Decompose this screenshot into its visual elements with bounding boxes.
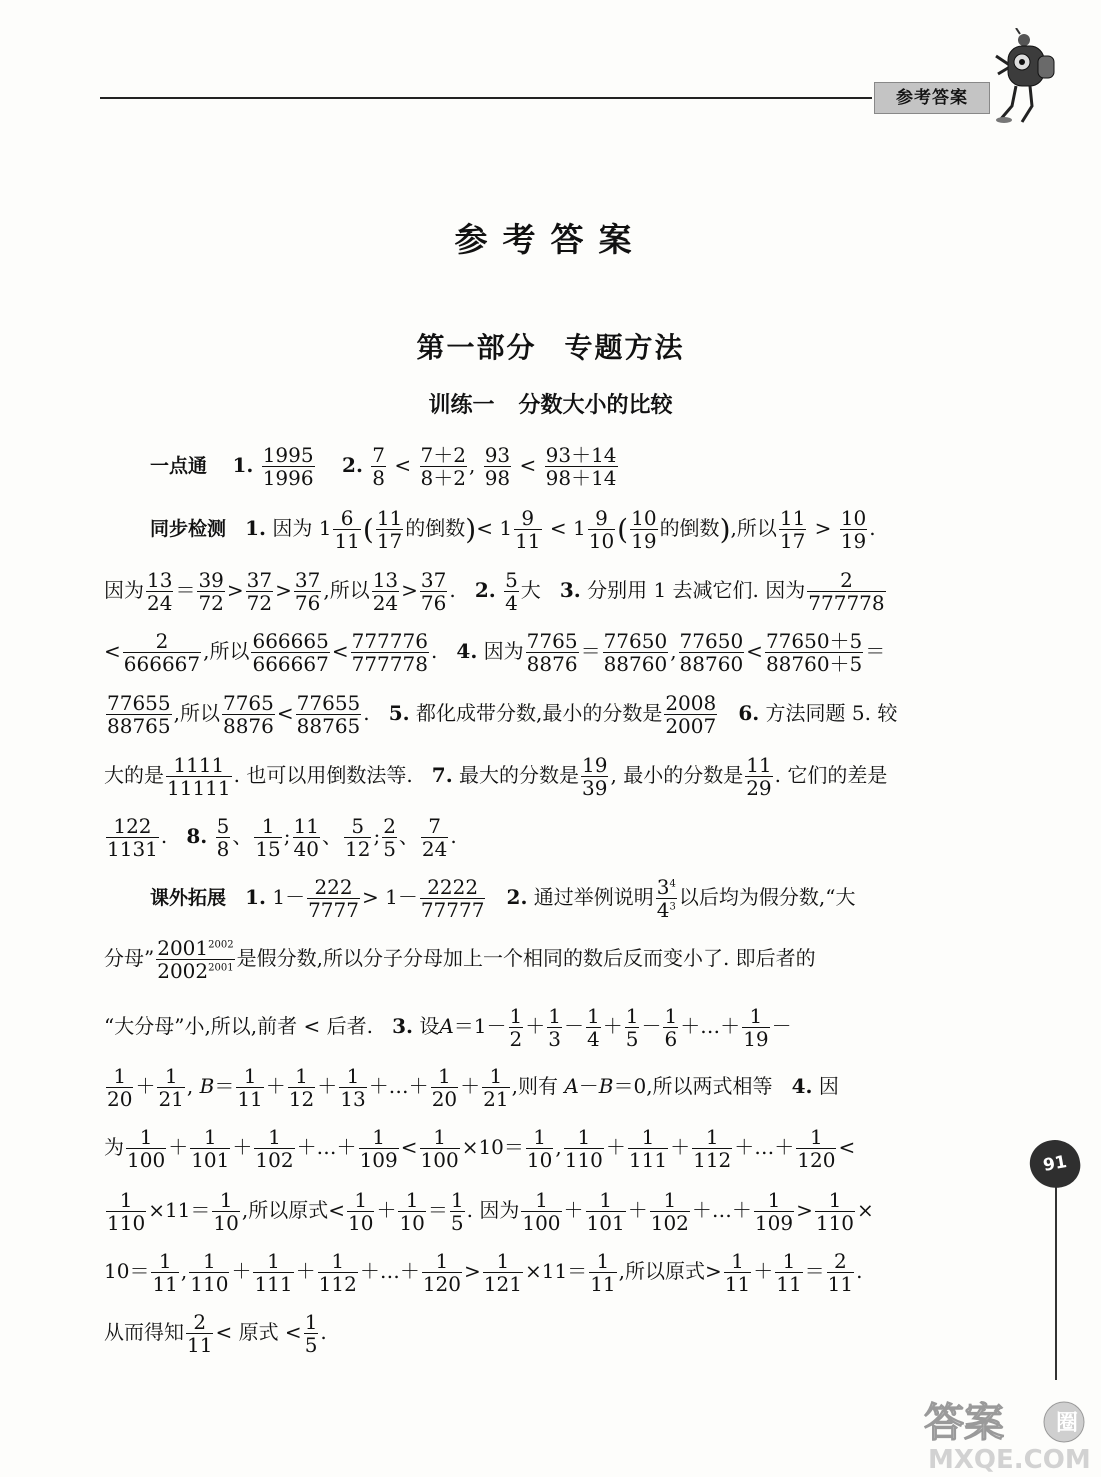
answer-line-kewai-2: 分母” $\frac{2001^{2002}}{2002^{2001}}$ 是假分数,所以分子分母加上一个相同的数后反而变小了. 即后者的	[104, 936, 816, 983]
part-title-number: 第一部分	[416, 331, 537, 364]
section-title	[0, 388, 1101, 419]
watermark-text: MXQE.COM	[928, 1445, 1091, 1474]
part-title	[0, 326, 1101, 366]
svg-text:圈: 圈	[1056, 1411, 1079, 1436]
page-number-badge: 91	[1026, 1136, 1084, 1192]
answer-line-kewai-1: 课外拓展 1. 1－ $\frac{222}{7777}$ > 1－ $\frac{2222}{77777}$ 2. 通过举例说明 $\frac{3^4}{4^3}$ 以后均为假分数,“大	[150, 875, 856, 922]
answer-line-kewai-7: 10＝ $\frac{1}{11}$ , $\frac{1}{110}$ ＋ $\frac{1}{111}$ ＋ $\frac{1}{112}$ ＋…＋ $\frac{1}{120}$ > $\frac{1}{121}$ ×11＝ $\frac{1}{11}$ ,所以原式> $\frac{1}{11}$ ＋ $\frac{1}{11}$ ＝ $\frac{2}{11}$ .	[104, 1249, 863, 1296]
answer-line-tongbu-1: 同步检测 1. 因为 1 $\frac{6}{11}$ ( $\frac{11}{17}$ 的倒数)< 1 $\frac{9}{11}$ < 1 $\frac{9}{10}$ ( $\frac{10}{19}$ 的倒数),所以 $\frac{11}{17}$ > $\frac{10}{19}$ .	[150, 506, 876, 553]
section-title-text: 分数大小的比较	[518, 393, 673, 418]
answer-line-tongbu-5: 大的是 $\frac{1111}{11111}$ . 也可以用倒数法等. 7. 最大的分数是 $\frac{19}{39}$ , 最小的分数是 $\frac{11}{29}$ . 它们的差是	[104, 753, 888, 800]
svg-text:答案: 答案	[924, 1400, 1004, 1446]
header-rule	[100, 97, 872, 99]
section-label-tongbu: 同步检测	[150, 518, 227, 540]
answer-line-tongbu-3: < $\frac{2}{666667}$ ,所以 $\frac{666665}{666667}$ < $\frac{777776}{777778}$ . 4. 因为 $\frac{7765}{8876}$ ＝ $\frac{77650}{88760}$ , $\frac{77650}{88760}$ < $\frac{77650+5}{88760+5}$ ＝	[104, 629, 886, 676]
answer-line-kewai-3: “大分母”小,所以,前者 < 后者. 3. 设A＝1－ $\frac{1}{2}$ ＋ $\frac{1}{3}$ － $\frac{1}{4}$ ＋ $\frac{1}{5}$ － $\frac{1}{6}$ ＋…＋ $\frac{1}{19}$ －	[104, 1004, 792, 1051]
section-title-number: 训练一	[428, 393, 495, 418]
header-tab: 参考答案	[874, 82, 990, 114]
page-title: 参考答案	[454, 220, 647, 259]
answer-line-kewai-6: $\frac{1}{110}$ ×11＝ $\frac{1}{10}$ ,所以原式< $\frac{1}{10}$ ＋ $\frac{1}{10}$ ＝ $\frac{1}{5}$ . 因为 $\frac{1}{100}$ ＋ $\frac{1}{101}$ ＋ $\frac{1}{102}$ ＋…＋ $\frac{1}{109}$ > $\frac{1}{110}$ ×	[107, 1188, 874, 1235]
answer-line-dian: 一点通 1. $\frac{1995}{1996}$ 2. $\frac{7}{8}$ < $\frac{7+2}{8+2}$ , $\frac{93}{98}$ < $\frac{93+14}{98+14}$	[150, 443, 617, 490]
margin-line	[1055, 1160, 1057, 1380]
answer-line-kewai-4: $\frac{1}{20}$ ＋ $\frac{1}{21}$ , B＝ $\frac{1}{11}$ ＋ $\frac{1}{12}$ ＋ $\frac{1}{13}$ ＋…＋ $\frac{1}{20}$ ＋ $\frac{1}{21}$ ,则有 A－B＝0,所以两式相等 4. 因	[107, 1064, 839, 1111]
answer-line-tongbu-4: $\frac{77655}{88765}$ ,所以 $\frac{7765}{8876}$ < $\frac{77655}{88765}$ . 5. 都化成带分数,最小的分数是 $\frac{2008}{2007}$ 6. 方法同题 5. 较	[107, 691, 898, 738]
section-label-dian: 一点通	[150, 455, 208, 477]
robot-mascot-icon	[994, 28, 1058, 126]
answer-line-kewai-5: 为 $\frac{1}{100}$ ＋ $\frac{1}{101}$ ＋ $\frac{1}{102}$ ＋…＋ $\frac{1}{109}$ < $\frac{1}{100}$ ×10＝ $\frac{1}{10}$ , $\frac{1}{110}$ ＋ $\frac{1}{111}$ ＋ $\frac{1}{112}$ ＋…＋ $\frac{1}{120}$ <	[104, 1125, 856, 1172]
answer-watermark-logo	[918, 1392, 1094, 1474]
part-title-text: 专题方法	[564, 331, 685, 364]
section-label-kewai: 课外拓展	[150, 887, 227, 909]
answer-line-tongbu-2: 因为 $\frac{13}{24}$ ＝ $\frac{39}{72}$ > $\frac{37}{72}$ > $\frac{37}{76}$ ,所以 $\frac{13}{24}$ > $\frac{37}{76}$ . 2. $\frac{5}{4}$ 大 3. 分别用 1 去减它们. 因为 $\frac{2}{777778}$	[104, 568, 885, 615]
answer-line-tongbu-6: $\frac{122}{1131}$ . 8. $\frac{5}{8}$ 、 $\frac{1}{15}$ ; $\frac{11}{40}$ 、 $\frac{5}{12}$ ; $\frac{2}{5}$ 、 $\frac{7}{24}$ .	[107, 814, 457, 861]
answer-line-kewai-8: 从而得知 $\frac{2}{11}$ < 原式 < $\frac{1}{5}$ .	[104, 1310, 327, 1357]
